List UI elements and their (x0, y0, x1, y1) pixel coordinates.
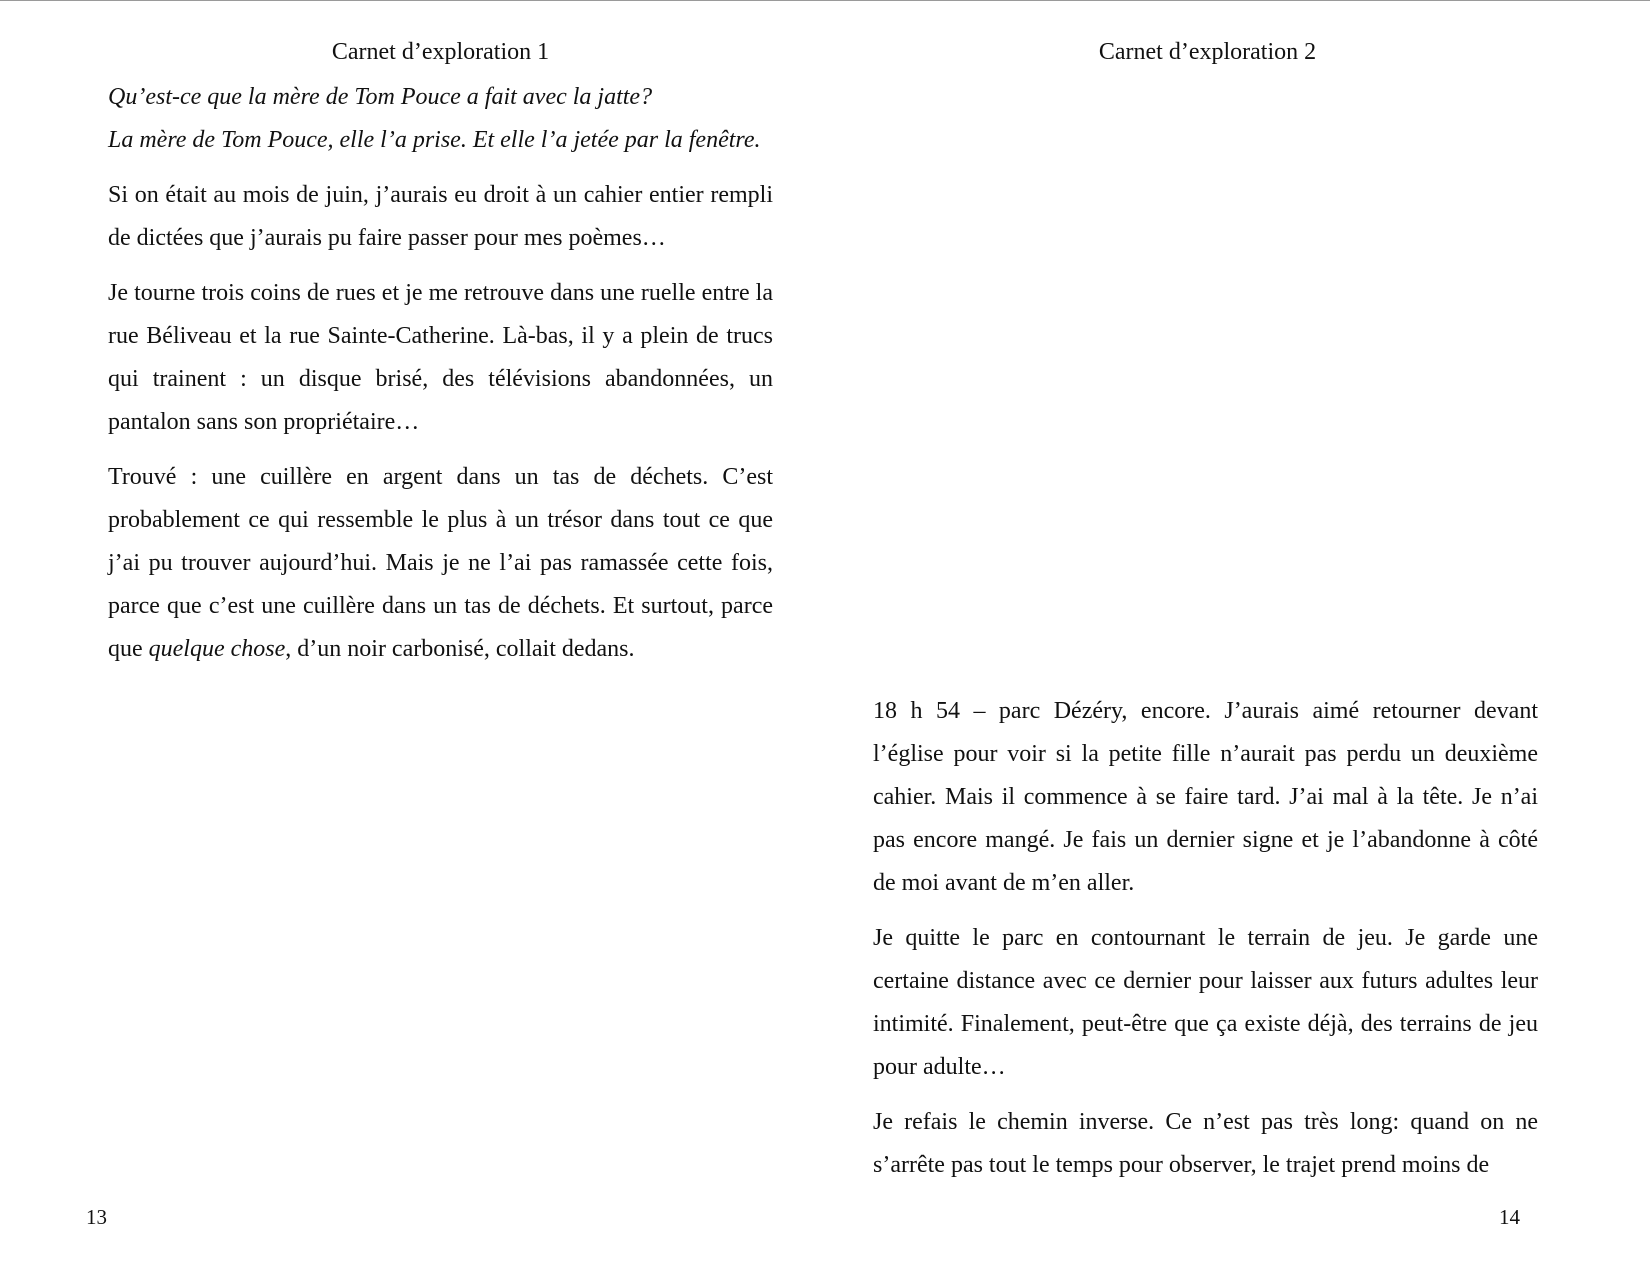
right-page (825, 0, 1650, 1275)
right-paragraph-terrain: Je quitte le parc en contournant le terrain de jeu. Je garde une certaine distance avec ce dernier pour laisser aux futurs adultes leur intimité. Finalement, peut-être que ça existe déjà, des terrains de jeu pour adulte… (873, 925, 1538, 1080)
cuillere-emphasis: quelque chose (148, 636, 286, 662)
left-paragraph-question: Qu’est-ce que la mère de Tom Pouce a fait avec la jatte? (108, 84, 653, 110)
left-page-number: 13 (86, 1205, 107, 1229)
right-page-number: 14 (1499, 1205, 1520, 1229)
left-paragraph-ruelle: Je tourne trois coins de rues et je me retrouve dans une ruelle entre la rue Béliveau et la rue Sainte-Catherine. Là-bas, il y a plein de trucs qui trainent : un disque brisé, des télévisions abandonnées, un pantalon sans son propriétaire… (108, 280, 773, 435)
cuillere-text-start: Trouvé : une cuillère en argent dans un tas de déchets. C’est probablement ce qui ressemble le plus à un trésor dans tout ce que j’ai pu trouver aujourd’hui. Mais je ne l’ai pas ramassée cette fois, parce que c’est une cuillère dans un tas de déchets. Et surtout, parce que (108, 464, 773, 662)
right-paragraph-parc: 18 h 54 – parc Dézéry, encore. J’aurais aimé retourner devant l’église pour voir si la petite fille n’aurait pas perdu un deuxième cahier. Mais il commence à se faire tard. J’ai mal à la tête. Je n’ai pas encore mangé. Je fais un dernier signe et je l’abandonne à côté de moi avant de m’en aller. (873, 698, 1538, 896)
cuillere-text-end: , d’un noir carbonisé, collait dedans. (285, 636, 635, 662)
left-paragraph-dictees: Si on était au mois de juin, j’aurais eu droit à un cahier entier rempli de dictées que j’aurais pu faire passer pour mes poèmes… (108, 182, 773, 251)
right-page-header: Carnet d’exploration 2 (1098, 39, 1317, 65)
right-paragraph-chemin: Je refais le chemin inverse. Ce n’est pas très long: quand on ne s’arrête pas tout le temps pour observer, le trajet prend moins de (873, 1109, 1538, 1178)
right-page-body (873, 690, 1538, 1187)
left-page-header: Carnet d’exploration 1 (331, 39, 550, 65)
left-paragraph-cuillere (108, 456, 773, 671)
left-paragraph-answer: La mère de Tom Pouce, elle l’a prise. Et elle l’a jetée par la fenêtre. (108, 127, 761, 153)
left-page-body (108, 76, 773, 683)
